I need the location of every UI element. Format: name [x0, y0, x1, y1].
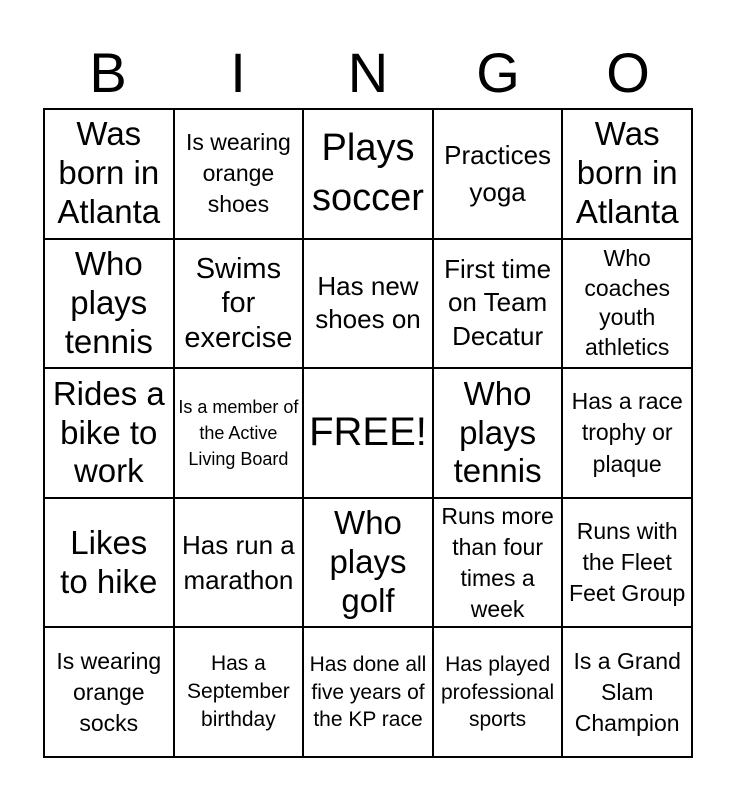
header-letter-i: I	[230, 41, 246, 104]
cell-text: Was born in Atlanta	[575, 115, 679, 231]
bingo-cell[interactable]	[304, 369, 434, 499]
bingo-cell[interactable]	[563, 240, 693, 370]
cell-text: Has new shoes on	[315, 270, 421, 335]
cell-text: Was born in Atlanta	[57, 115, 161, 231]
cell-text: Has a race trophy or plaque	[571, 388, 683, 477]
bingo-cell[interactable]	[45, 628, 175, 758]
bingo-board	[43, 108, 693, 758]
bingo-cell[interactable]	[304, 499, 434, 629]
bingo-cell[interactable]	[563, 628, 693, 758]
cell-text: Who plays golf	[329, 504, 407, 620]
header-letter-b: B	[89, 41, 127, 104]
bingo-cell[interactable]	[45, 240, 175, 370]
cell-text: First time on Team Decatur	[444, 253, 552, 352]
bingo-cell[interactable]	[175, 110, 305, 240]
cell-text: Has a September birthday	[187, 651, 290, 732]
header-letter-o: O	[606, 41, 650, 104]
cell-text: Practices yoga	[444, 140, 552, 207]
cell-text: Who plays tennis	[453, 374, 542, 490]
cell-text: Swims for exercise	[184, 253, 293, 354]
bingo-cell[interactable]	[434, 240, 564, 370]
bingo-cell[interactable]	[434, 628, 564, 758]
bingo-cell[interactable]	[434, 110, 564, 240]
bingo-cell[interactable]	[304, 240, 434, 370]
bingo-cell[interactable]	[175, 369, 305, 499]
cell-text: Plays soccer	[312, 127, 424, 219]
bingo-cell[interactable]	[45, 110, 175, 240]
bingo-cell[interactable]	[175, 499, 305, 629]
bingo-cell[interactable]	[175, 240, 305, 370]
cell-text: Has done all five years of the KP race	[309, 653, 427, 731]
bingo-cell[interactable]	[45, 369, 175, 499]
cell-text: Is wearing orange shoes	[185, 129, 291, 218]
cell-text: Likes to hike	[60, 523, 158, 600]
cell-text: Runs with the Fleet Feet Group	[569, 518, 686, 607]
bingo-cell[interactable]	[45, 499, 175, 629]
bingo-cell[interactable]	[563, 369, 693, 499]
bingo-cell[interactable]	[563, 499, 693, 629]
bingo-header	[43, 38, 693, 108]
header-letter-g: G	[476, 41, 520, 104]
cell-text: Is a Grand Slam Champion	[573, 647, 681, 736]
bingo-cell[interactable]	[563, 110, 693, 240]
cell-text: Has run a marathon	[182, 529, 295, 595]
cell-text: Has played professional sports	[440, 653, 555, 731]
cell-text: Runs more than four times a week	[441, 502, 554, 622]
cell-text: Is wearing orange socks	[56, 647, 162, 736]
cell-text: Who coaches youth athletics	[584, 244, 671, 361]
free-space: FREE!	[309, 410, 427, 455]
bingo-cell[interactable]	[434, 369, 564, 499]
cell-text: Is a member of the Active Living Board	[178, 396, 299, 470]
cell-text: Rides a bike to work	[52, 374, 165, 490]
cell-text: Who plays tennis	[64, 244, 153, 360]
bingo-cell[interactable]	[434, 499, 564, 629]
bingo-cell[interactable]	[175, 628, 305, 758]
header-letter-n: N	[347, 41, 389, 104]
bingo-cell[interactable]	[304, 110, 434, 240]
bingo-cell[interactable]	[304, 628, 434, 758]
